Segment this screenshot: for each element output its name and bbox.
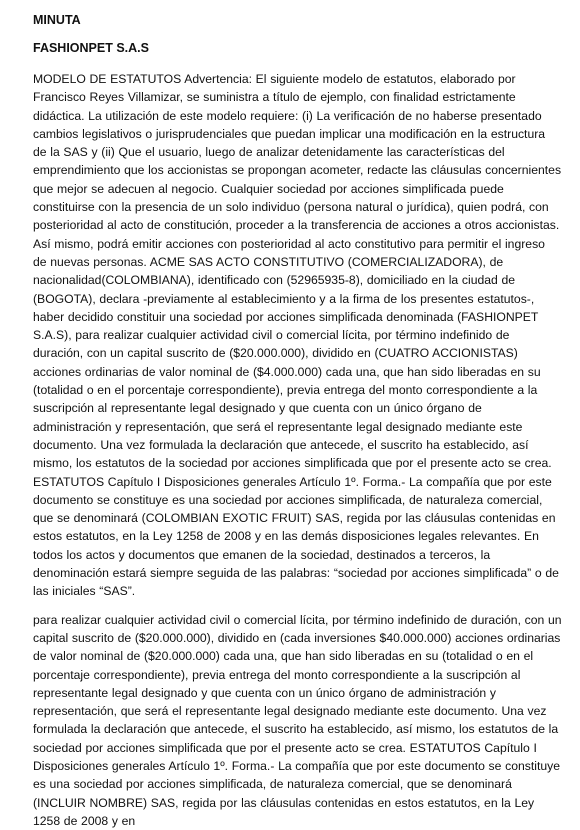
document-title: MINUTA: [33, 13, 81, 27]
company-name: FASHIONPET S.A.S: [33, 41, 149, 55]
paragraph-1: MODELO DE ESTATUTOS Advertencia: El siguiente modelo de estatutos, elaborado por Francisco Reyes Villamizar, se suministra a título de ejemplo, con finalidad estrictamente didáctica. La utilización de este modelo requiere: (i) La verificación de no haberse presentado cambios legislativos o jurisprudenciales que puedan implicar una modificación en la estructura de la SAS y (ii) Que el usuario, luego de analizar detenidamente las características del emprendimiento que los accionistas se propongan acometer, redacte las cláusulas concernientes que mejor se adecuen al negocio. Cualquier sociedad por acciones simplificada puede constituirse con la presencia de un solo individuo (persona natural o jurídica), quien podrá, con posterioridad al acto de constitución, proceder a la transferencia de acciones a otros accionistas. Así mismo, podrá emitir acciones con posterioridad al acto constitutivo para permitir el ingreso de nuevas personas. ACME SAS ACTO CONSTITUTIVO (COMERCIALIZADORA), de nacionalidad(COLOMBIANA), identificado con (52965935-8), domiciliado en la ciudad de (BOGOTA), declara -previamente al establecimiento y a la firma de los presentes estatutos-, haber decidido constituir una sociedad por acciones simplificada denominada (FASHIONPET S.A.S), para realizar cualquier actividad civil o comercial lícita, por término indefinido de duración, con un capital suscrito de ($20.000.000), dividido en (CUATRO ACCIONISTAS) acciones ordinarias de valor nominal de ($4.000.000) cada una, que han sido liberadas en su (totalidad o en el porcentaje correspondiente), previa entrega del monto correspondiente a la suscripción al representante legal designado y que cuenta con un único órgano de administración y representación, que será el representante legal designado mediante este documento. Una vez formulada la declaración que antecede, el suscrito ha establecido, así mismo, los estatutos de la sociedad por acciones simplificada que por el presente acto se crea. ESTATUTOS Capítulo I Disposiciones generales Artículo 1º. Forma.- La compañía que por este documento se constituye es una sociedad por acciones simplificada, de naturaleza comercial, que se denominará (COLOMBIAN EXOTIC FRUIT) SAS, regida por las cláusulas contenidas en estos estatutos, en la Ley 1258 de 2008 y en las demás disposiciones legales relevantes. En todos los actos y documentos que emanen de la sociedad, destinados a terceros, la denominación estará siempre seguida de las palabras: “sociedad por acciones simplificada” o de las iniciales “SAS”.: [33, 72, 562, 599]
paragraph-2: para realizar cualquier actividad civil o comercial lícita, por término indefinido de duración, con un capital suscrito de ($20.000.000), dividido en (cada inversiones $40.000.000) acciones ordinarias de valor nominal de ($20.000.000) cada una, que han sido liberadas en su (totalidad o en el porcentaje correspondiente), previa entrega del monto correspondiente a la suscripción al representante legal designado y que cuenta con un único órgano de administración y representación, que será el representante legal designado mediante este documento. Una vez formulada la declaración que antecede, el suscrito ha establecido, así mismo, los estatutos de la sociedad por acciones simplificada que por el presente acto se crea. ESTATUTOS Capítulo I Disposiciones generales Artículo 1º. Forma.- La compañía que por este documento se constituye es una sociedad por acciones simplificada, de naturaleza comercial, que se denominará (INCLUIR NOMBRE) SAS, regida por las cláusulas contenidas en estos estatutos, en la Ley 1258 de 2008 y en: [33, 612, 562, 828]
